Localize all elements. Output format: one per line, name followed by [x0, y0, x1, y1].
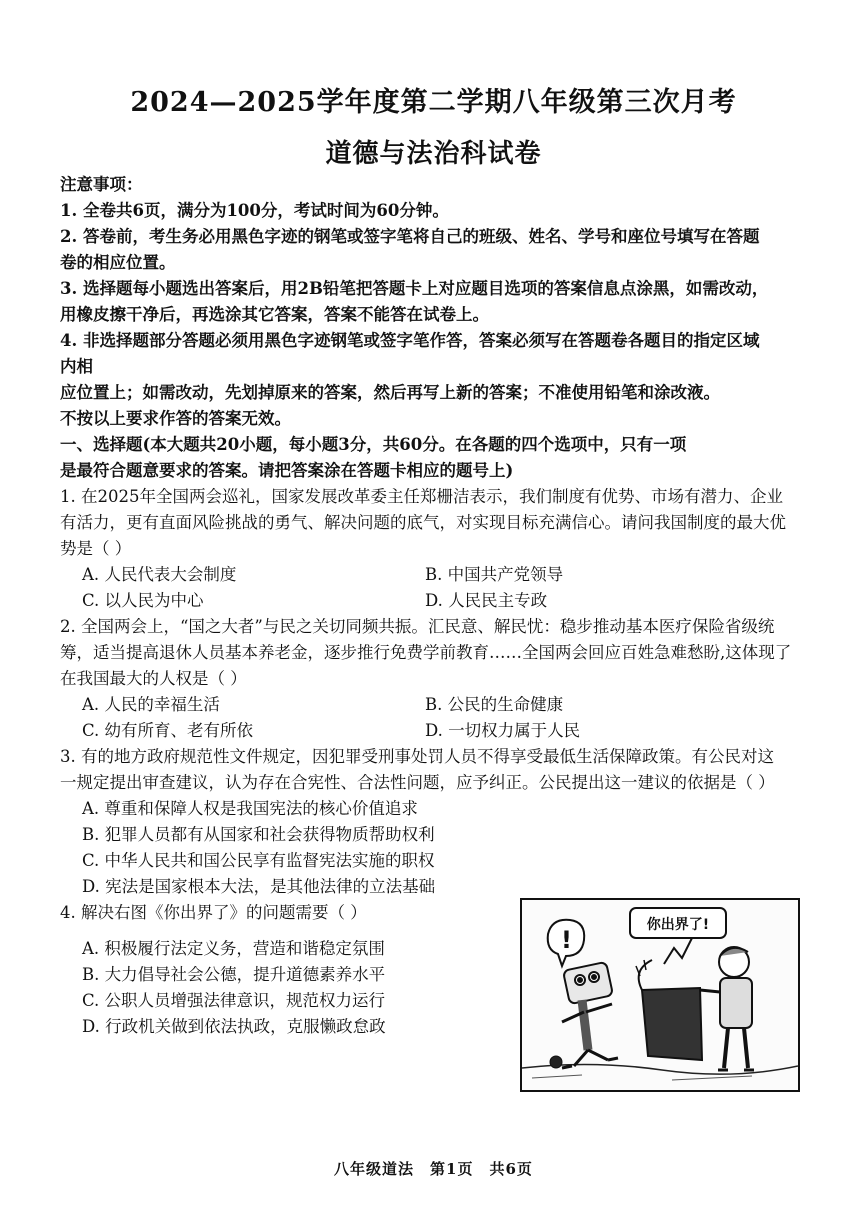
section-heading: 一、选择题(本大题共20小题，每小题3分，共60分。在各题的四个选项中，只有一项	[60, 435, 687, 454]
question-1	[60, 484, 830, 614]
question-stem: 1. 在2025年全国两会巡礼，国家发展改革委主任郑栅洁表示，我们制度有优势、市场有潜力、企业	[60, 487, 783, 506]
question-stem: 2. 全国两会上，“国之大者”与民之关切同频共振。汇民意、解民忧：稳步推动基本医疗保险省级统	[60, 617, 775, 636]
option-a: A. 尊重和保障人权是我国宪法的核心价值追求	[82, 799, 418, 818]
question-stem: 3. 有的地方政府规范性文件规定，因犯罪受刑事处罚人员不得享受最低生活保障政策。有公民对这	[60, 747, 774, 766]
option-d: D. 宪法是国家根本大法，是其他法律的立法基础	[82, 877, 436, 896]
note-line: 1. 全卷共6页，满分为100分，考试时间为60分钟。	[60, 201, 449, 220]
option-b: B. 犯罪人员都有从国家和社会获得物质帮助权利	[82, 825, 435, 844]
question-stem: 筹，适当提高退休人员基本养老金，逐步推行免费学前教育……全国两会回应百姓急难愁盼,这体现了	[60, 643, 792, 662]
option-d: D. 行政机关做到依法执政，克服懒政怠政	[82, 1017, 386, 1036]
option-a: A. 人民代表大会制度	[82, 565, 237, 584]
cartoon-illustration	[520, 898, 800, 1092]
question-stem: 势是（ ）	[60, 539, 132, 558]
option-b: B. 大力倡导社会公德，提升道德素养水平	[82, 965, 386, 984]
option-c: C. 以人民为中心	[82, 591, 204, 610]
exam-subtitle: 道德与法治科试卷	[325, 139, 542, 169]
speech-bubble-text: 你出界了!	[646, 917, 710, 933]
note-line: 卷的相应位置。	[60, 253, 176, 272]
note-line: 3. 选择题每小题选出答案后，用2B铅笔把答题卡上对应题目选项的答案信息点涂黑，如需改动，	[60, 279, 769, 298]
option-c: C. 中华人民共和国公民享有监督宪法实施的职权	[82, 851, 435, 870]
option-d: D. 人民民主专政	[425, 591, 548, 610]
cartoon-drawing-icon	[522, 900, 798, 1090]
note-line: 2. 答卷前，考生务必用黑色字迹的钢笔或签字笔将自己的班级、姓名、学号和座位号填写在答题	[60, 227, 760, 246]
note-line: 用橡皮擦干净后，再选涂其它答案，答案不能答在试卷上。	[60, 305, 489, 324]
exam-title: 2024—2025学年度第二学期八年级第三次月考	[130, 87, 737, 118]
option-c: C. 幼有所育、老有所依	[82, 721, 254, 740]
page-footer: 八年级道法 第1页 共6页	[334, 1160, 533, 1178]
note-line: 4. 非选择题部分答题必须用黑色字迹钢笔或签字笔作答，答案必须写在答题卷各题目的指定区域	[60, 331, 760, 350]
option-b: B. 公民的生命健康	[425, 695, 564, 714]
option-a: A. 人民的幸福生活	[82, 695, 220, 714]
question-3	[60, 744, 830, 900]
option-b: B. 中国共产党领导	[425, 565, 564, 584]
question-stem: 一规定提出审查建议，认为存在合宪性、合法性问题，应予纠正。公民提出这一建议的依据是（ ）	[60, 773, 775, 792]
question-stem: 有活力，更有直面风险挑战的勇气、解决问题的底气，对实现目标充满信心。请问我国制度的最大优	[60, 513, 786, 532]
note-line: 不按以上要求作答的答案无效。	[60, 409, 291, 428]
section-heading: 是最符合题意要求的答案。请把答案涂在答题卡相应的题号上)	[60, 461, 514, 480]
note-line: 内相	[60, 357, 93, 376]
option-c: C. 公职人员增强法律意识，规范权力运行	[82, 991, 386, 1010]
note-line: 应位置上；如需改动，先划掉原来的答案，然后再写上新的答案；不准使用铅笔和涂改液。	[60, 383, 720, 402]
question-stem: 4. 解决右图《你出界了》的问题需要（ ）	[60, 903, 367, 922]
option-d: D. 一切权力属于人民	[425, 721, 581, 740]
question-2	[60, 614, 830, 744]
question-stem: 在我国最大的人权是（ ）	[60, 669, 247, 688]
notes-heading: 注意事项：	[60, 175, 143, 194]
exclamation-text: !	[561, 926, 572, 954]
option-a: A. 积极履行法定义务，营造和谐稳定氛围	[82, 939, 385, 958]
